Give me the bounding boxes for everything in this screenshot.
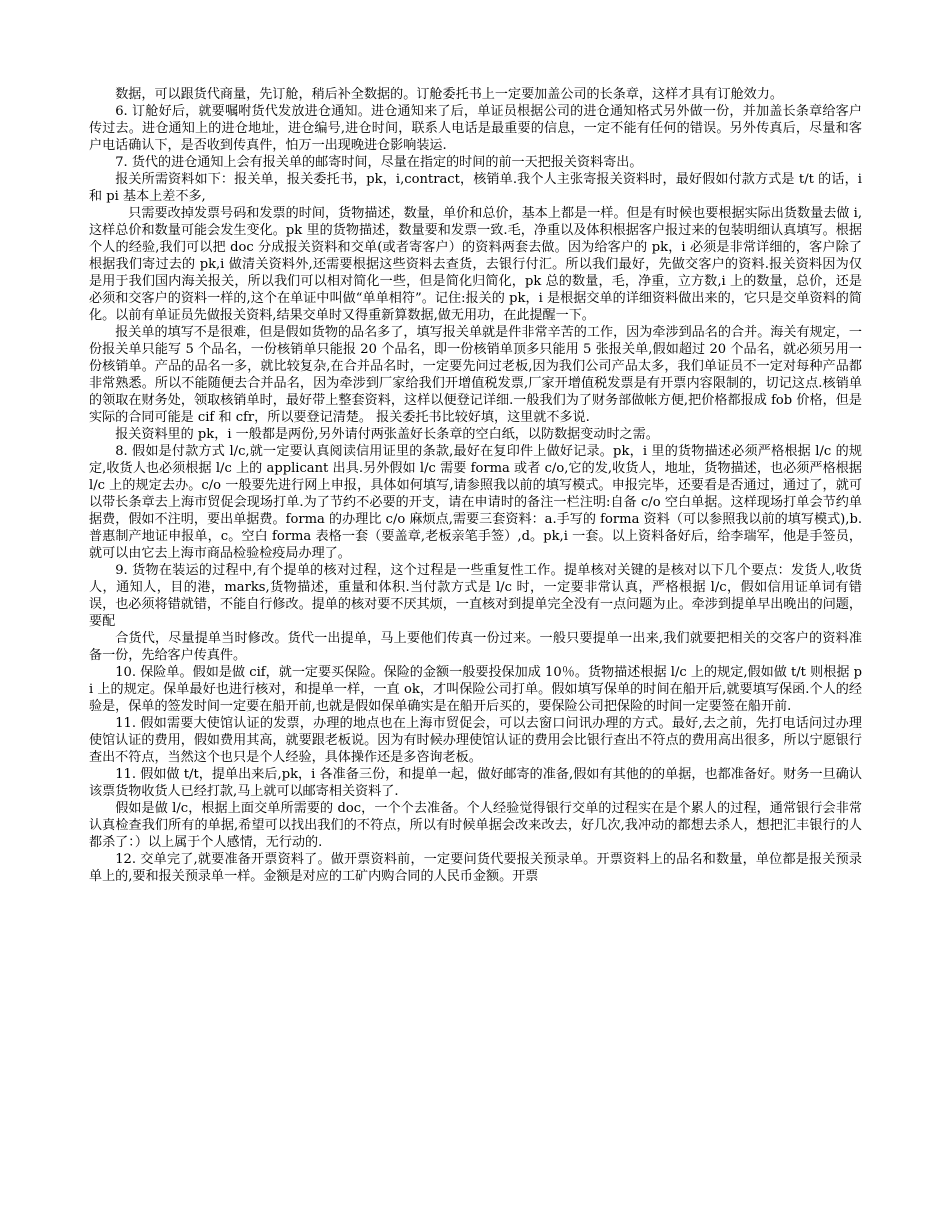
paragraph-3: 7. 货代的进仓通知上会有报关单的邮寄时间，尽量在指定的时间的前一天把报关资料寄出。: [115, 155, 643, 170]
paragraph-15: 12. 交单完了,就要准备开票资料了。做开票资料前，一定要问货代要报关预录单。开票资料上的品名和数量，单位都是报关预录单上的,要和报关预录单一样。金额是对应的工矿内购合同的人民币金额。开票: [89, 852, 862, 884]
paragraph-11: 10. 保险单。假如是做 cif，就一定要买保险。保险的金额一般要投保加成 10％。货物描述根据 l/c 上的规定,假如做 t/t 则根据 pi 上的规定。保单最好也进行核对，和提单一样，一直 ok，才叫保险公司打单。假如填写保单的时间在船开后,就要填写保函.个人的经验是，保单的签发时间一定要在船开前,也就是假如保单确实是在船开后买的，要保险公司把保险的时间一定要签在船开前.: [89, 665, 862, 714]
paragraph-7: 报关资料里的 pk，i 一般都是两份,另外请付两张盖好长条章的空白纸，以防数据变动时之需。: [115, 427, 659, 442]
paragraph-5: 只需要改掉发票号码和发票的时间，货物描述，数量，单价和总价，基本上都是一样。但是有时候也要根据实际出货数量去做 i,这样总价和数量可能会发生变化。pk 里的货物描述，数量要和发票一致.毛，净重以及体积根据客户报过来的包装明细认真填写。根据个人的经验,我们可以把 doc 分成报关资料和交单(或者寄客户）的资料两套去做。因为给客户的 pk，i 必须是非常详细的，客户除了根据我们寄过去的 pk,i 做清关资料外,还需要根据这些资料去查货，去银行付汇。所以我们最好，先做交客户的资料.报关资料因为仅是用于我们国内海关报关，所以我们可以相对简化一些，但是简化归简化，pk 总的数量，毛，净重，立方数,i 上的数量，总价，还是必须和交客户的资料一样的,这个在单证中叫做“单单相符”。记住:报关的 pk，i 是根据交单的详细资料做出来的，它只是交单资料的简化。以前有单证员先做报关资料,结果交单时又得重新算数据,做无用功，在此提醒一下。: [89, 206, 862, 323]
paragraph-6: 报关单的填写不是很难，但是假如货物的品名多了，填写报关单就是件非常辛苦的工作，因为牵涉到品名的合并。海关有规定，一份报关单只能写 5 个品名，一份核销单只能报 20 个品名，即一份核销单顶多只能用 5 张报关单,假如超过 20 个品名，就必须另用一份核销单。产品的品名一多，就比较复杂,在合并品名时，一定要先问过老板,因为我们公司产品太多，我们单证员不一定对每种产品都非常熟悉。所以不能随便去合并品名，因为牵涉到厂家给我们开增值税发票,厂家开增值税发票是有开票内容限制的，切记这点.核销单的领取在财务处，领取核销单时，最好带上整套资料，这样以便登记详细.一般我们为了财务部做帐方便,把价格都报成 fob 价格，但是实际的合同可能是 cif 和 cfr，所以要登记清楚。 报关委托书比较好填，这里就不多说.: [89, 325, 862, 425]
paragraph-14: 假如是做 l/c，根据上面交单所需要的 doc，一个个去准备。个人经验觉得银行交单的过程实在是个累人的过程，通常银行会非常认真检查我们所有的单据,希望可以找出我们的不符点，所以有时候单据会改来改去，好几次,我冲动的都想去杀人，想把汇丰银行的人都杀了：）以上属于个人感情，无行动的.: [89, 801, 862, 850]
paragraph-13: 11. 假如做 t/t，提单出来后,pk，i 各准备三份，和提单一起，做好邮寄的准备,假如有其他的的单据，也都准备好。财务一旦确认该票货物收货人已经打款,马上就可以邮寄相关资料了.: [89, 767, 862, 799]
paragraph-4: 报关所需资料如下：报关单，报关委托书，pk，i,contract，核销单.我个人主张寄报关资料时，最好假如付款方式是 t/t 的话，i 和 pi 基本上差不多,: [89, 172, 862, 204]
paragraph-2: 6. 订舱好后，就要嘱咐货代发放进仓通知。进仓通知来了后，单证员根据公司的进仓通知格式另外做一份，并加盖长条章给客户传过去。进仓通知上的进仓地址，进仓编号,进仓时间，联系人电话是最重要的信息，一定不能有任何的错误。另外传真后，尽量和客户电话确认下，是否收到传真件，怕万一出现晚进仓影响装运.: [89, 104, 862, 153]
paragraph-12: 11. 假如需要大使馆认证的发票，办理的地点也在上海市贸促会，可以去窗口问讯办理的方式。最好,去之前，先打电话问过办理使馆认证的费用，假如费用其高，就要跟老板说。因为有时候办理使馆认证的费用会比银行查出不符点的费用高出很多，所以宁愿银行查出不符点，当然这个也只是个人经验，具体操作还是多咨询老板。: [89, 716, 862, 765]
paragraph-1: 数据，可以跟货代商量，先订舱，稍后补全数据的。订舱委托书上一定要加盖公司的长条章，这样才具有订舱效力。: [115, 87, 783, 102]
paragraph-10: 合货代，尽量提单当时修改。货代一出提单，马上要他们传真一份过来。一般只要提单一出来,我们就要把相关的交客户的资料准备一份，先给客户传真件。: [89, 631, 862, 663]
paragraph-9: 9. 货物在装运的过程中,有个提单的核对过程，这个过程是一些重复性工作。提单核对关键的是核对以下几个要点：发货人,收货人，通知人，目的港，marks,货物描述，重量和体积.当付款方式是 l/c 时，一定要非常认真，严格根据 l/c，假如信用证单词有错误，也必须将错就错，不能自行修改。提单的核对要不厌其烦，一直核对到提单完全没有一点问题为止。牵涉到提单早出晚出的问题，要配: [89, 563, 862, 629]
paragraph-8: 8. 假如是付款方式 l/c,就一定要认真阅读信用证里的条款,最好在复印件上做好记录。pk，i 里的货物描述必须严格根据 l/c 的规定,收货人也必须根据 l/c 上的 applicant 出具.另外假如 l/c 需要 forma 或者 c/o,它的发,收货人，地址，货物描述，也必须严格根据 l/c 上的规定去办。c/o 一般要先进行网上申报，具体如何填写,请参照我以前的填写模式。申报完毕，还要看是否通过，通过了，就可以带长条章去上海市贸促会现场打单.为了节约不必要的开支，请在申请时的备注一栏注明:自备 c/o 空白单据。这样现场打单会节约单据费，假如不注明，要出单据费。forma 的办理比 c/o 麻烦点,需要三套资料：a.手写的 forma 资料（可以参照我以前的填写模式),b.普惠制产地证申报单，c。空白 forma 表格一套（要盖章,老板亲笔手签）,d。pk,i 一套。以上资料备好后，给李瑞军，他是手签员，就可以由它去上海市商品检验检疫局办理了。: [89, 444, 862, 561]
